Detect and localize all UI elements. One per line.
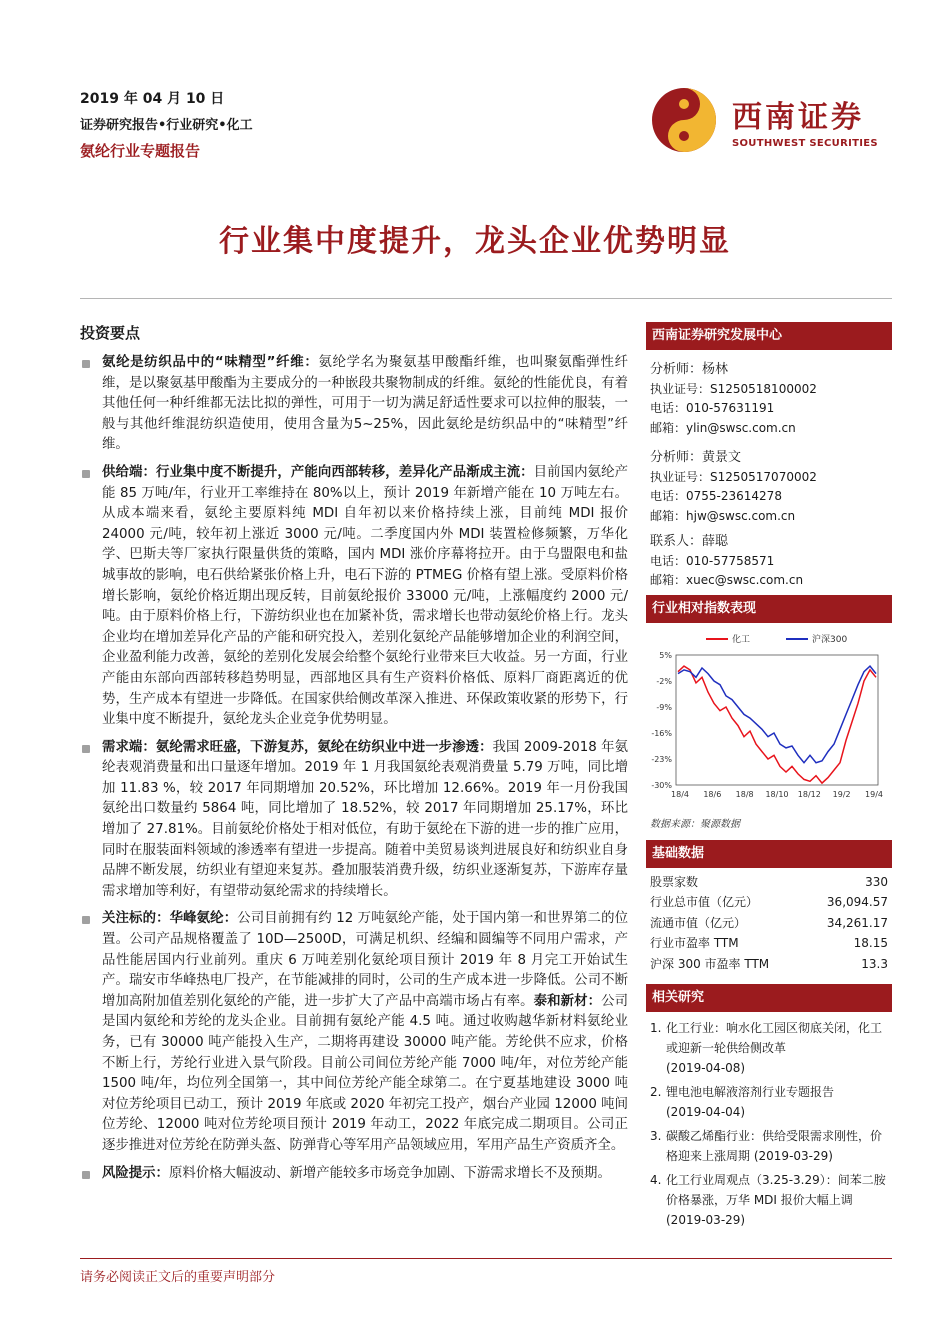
bullet-lead: 需求端：氨纶需求旺盛，下游复苏，氨纶在纺织业中进一步渗透： (102, 739, 493, 755)
x-tick-label: 19/4 (865, 789, 883, 799)
bullet-lead: 供给端：行业集中度不断提升，产能向西部转移，差异化产品渐成主流： (102, 464, 534, 480)
analyst-email[interactable]: 邮箱：ylin@swsc.com.cn (650, 420, 796, 435)
report-date: 2019 年 04 月 10 日 (80, 91, 225, 107)
item-number: 2. (650, 1085, 662, 1099)
row-value: 18.15 (853, 936, 888, 950)
item-title: 碳酸乙烯酯行业：供给受限需求刚性，价格迎来上涨周期 (666, 1129, 883, 1163)
x-tick-label: 18/8 (735, 789, 754, 799)
list-item[interactable] (650, 1018, 892, 1078)
item-title: 化工行业周观点（3.25-3.29）：间苯二胺价格暴涨，万华 MDI 报价大幅上调 (666, 1173, 886, 1207)
analyst-list (646, 360, 892, 591)
bullet-lead: 风险提示： (102, 1165, 169, 1181)
contact-name: 联系人：薛聪 (650, 534, 729, 549)
footer-disclaimer: 请务必阅读正文后的重要声明部分 (80, 1270, 276, 1285)
index-chart (646, 623, 892, 813)
investment-highlights (80, 322, 628, 1191)
row-label: 行业市盈率 TTM (650, 936, 739, 950)
item-title: 化工行业：响水化工园区彻底关闭，化工或迎新一轮供给侧改革 (666, 1021, 883, 1055)
series-line-1 (678, 666, 876, 763)
y-tick-label: -2% (656, 676, 672, 686)
bullet-item (80, 909, 628, 1156)
page-title: 行业集中度提升，龙头企业优势明显 (219, 224, 731, 259)
analyst-name: 分析师：黄景文 (650, 450, 742, 465)
series-line-0 (678, 666, 876, 783)
bullet-lead: 关注标的：华峰氨纶： (102, 911, 238, 927)
list-item[interactable] (650, 1126, 892, 1166)
table-row (646, 954, 892, 975)
analyst-cert: 执业证号：S1250518100002 (650, 381, 817, 396)
item-date: (2019-04-08) (666, 1061, 746, 1075)
contact-email[interactable]: 邮箱：xuec@swsc.com.cn (650, 573, 804, 587)
y-tick-label: -9% (656, 702, 672, 712)
bullet-item (80, 1164, 628, 1185)
table-row (646, 892, 892, 913)
bullet-lead: 氨纶是纺织品中的“味精型”纤维： (102, 355, 319, 370)
analyst-card (650, 360, 892, 438)
sidebar (646, 322, 892, 1234)
chart-frame (676, 655, 878, 785)
row-value: 36,094.57 (826, 895, 888, 909)
basic-data-header: 基础数据 (646, 840, 892, 868)
table-row (646, 933, 892, 954)
bullet-body: 氨纶学名为聚氨基甲酸酯纤维，也叫聚氨酯弹性纤维，是以聚氨基甲酸酯为主要成分的一种嵌段共聚物制成的纤维。氨纶的性能优良，有着其他任何一种纤维都无法比拟的弹性，可用于一切为满足舒适性要求可以拉伸的服装，一般与其他纤维混纺织造使用，使用含量为5~25%，因此氨纶是纺织品中的“味精型”纤维。 (102, 355, 629, 453)
index-chart-header: 行业相对指数表现 (646, 595, 892, 623)
item-number: 4. (650, 1173, 662, 1187)
title-divider (80, 298, 892, 299)
contact-phone: 电话：010-57758571 (650, 553, 775, 568)
analyst-cert: 执业证号：S1250517070002 (650, 469, 817, 484)
item-number: 1. (650, 1021, 662, 1035)
x-tick-label: 18/12 (797, 789, 821, 799)
bullet-square-icon (82, 360, 90, 368)
row-label: 股票家数 (650, 874, 699, 889)
bullet-item (80, 738, 628, 903)
x-tick-label: 18/10 (765, 789, 789, 799)
bullet-square-icon (82, 470, 90, 478)
bullet-body-2: 公司是国内氨纶和芳纶的龙头企业。目前拥有氨纶产能 4.5 吨。通过收购越华新材料氨纶业务，已有 30000 吨产能投入生产，二期将再建设 30000 吨产能。芳纶供不应求，价格不断上行，芳纶行业进入景气阶段。目前公司间位芳纶产能 7000 吨/年，对位芳纶产能 1500 吨/年，均位列全国第一，其中间位芳纶产能全球第二。在宁夏基地建设 3000 吨对位芳纶项目已动工，预计 2019 年底或 2020 年初完工投产，烟台产业园 12000 吨间位芳纶、12000 吨对位芳纶项目预计 2019 年动工，2022 年底完成二期项目。公司正逐步推进对位芳纶在防弹头盔、防弹背心等军用产品领域应用，军用产品生产资质齐全。 (102, 993, 629, 1153)
related-research-header: 相关研究 (646, 984, 892, 1012)
row-value: 330 (865, 874, 888, 889)
contact-card (650, 532, 892, 591)
x-tick-label: 18/6 (703, 789, 722, 799)
list-item[interactable] (650, 1082, 892, 1122)
x-tick-label: 19/2 (832, 789, 851, 799)
y-tick-label: -16% (651, 728, 672, 738)
research-center-header: 西南证券研究发展中心 (646, 322, 892, 350)
logo-cn-text: 西南证券 (732, 100, 864, 135)
item-date: (2019-03-29) (666, 1213, 746, 1227)
footer-divider (80, 1258, 892, 1259)
company-logo (650, 86, 880, 158)
row-label: 行业总市值（亿元） (650, 895, 759, 909)
item-date: (2019-03-29) (753, 1149, 833, 1163)
item-number: 3. (650, 1129, 662, 1143)
bullet-item (80, 463, 628, 731)
y-tick-label: -23% (651, 754, 672, 764)
bullet-item (80, 353, 628, 456)
y-tick-label: 5% (659, 650, 672, 660)
row-value: 34,261.17 (826, 915, 888, 930)
row-label: 流通市值（亿元） (650, 915, 747, 930)
bullet-square-icon (82, 745, 90, 753)
bullet-body: 我国 2009-2018 年氨纶表观消费量和出口量逐年增加。2019 年 1 月我国氨纶表观消费量 5.79 万吨，同比增加 11.83 %，较 2017 年同期增加 20.52%，环比增加 12.66%。2019 年一月份我国氨纶出口数量约 5864 吨，同比增加了 18.52%，较 2017 年同期增加 25.17%，环比增加了 27.81%。目前氨纶价格处于相对低位，有助于氨纶在下游的进一步的推广应用，同时在服装面料领域的渗透率有望进一步提高。随着中美贸易谈判进展良好和纺织业自身品牌不断发展，纺织业有望迎来复苏。叠加服装消费升级，纺织业逐渐复苏，下游库存量需求增加等利好，有望带动氨纶需求的持续增长。 (102, 739, 628, 899)
bullet-square-icon (82, 916, 90, 924)
row-value: 13.3 (861, 956, 888, 971)
related-research-list (646, 1012, 892, 1230)
list-item[interactable] (650, 1170, 892, 1230)
item-date: (2019-04-04) (666, 1105, 746, 1119)
analyst-name: 分析师：杨林 (650, 362, 729, 377)
basic-data-table (646, 872, 892, 975)
bullet-lead-2: 泰和新材： (533, 993, 602, 1009)
bullet-body: 目前国内氨纶产能 85 万吨/年，行业开工率维持在 80%以上，预计 2019 年新增产能在 10 万吨左右。从成本端来看，氨纶主要原料纯 MDI 自年初以来价格持续上涨，目前纯 MDI 报价 24000 元/吨，较年初上涨近 3000 元/吨。二季度国内外 MDI 装置检修频繁，万华化学、巴斯夫等厂家执行限量供货的策略，国内 MDI 涨价序幕将拉开。由于乌盟限电和盐城事故的影响，电石供给紧张价格上升，电石下游的 PTMEG 价格有望上涨。受原料价格增长影响，氨纶价格近期出现反转，目前氨纶报价 33000 元/吨，上涨幅度约 2000 元/吨。由于原料价格上行，下游纺织业也在加紧补货，需求增长也带动氨纶价格上行。龙头企业均在增加差异化产品的产能和研究投入，差别化氨纶产品能够增加企业的利润空间，企业盈利能力改善，氨纶的差别化发展会给整个氨纶行业带来巨大收益。另一方面，行业产能由东部向西部转移趋势明显，西部地区具有生产资料价格低、原料厂商距离近的优势，生产成本有望进一步降低。在国家供给侧改革深入推进、环保政策收紧的形势下，行业集中度不断提升，氨纶龙头企业竞争优势明显。 (102, 464, 629, 728)
report-type: 证券研究报告•行业研究•化工 (80, 118, 253, 133)
logo-mark-icon (650, 86, 718, 154)
index-chart-svg (646, 623, 892, 813)
bullet-body: 公司目前拥有约 12 万吨氨纶产能，处于国内第一和世界第二的位置。公司产品规格覆盖了 10D—2500D，可满足机织、经编和圆编等不同用户需求，产品性能居国内行业前列。重庆 6 万吨差别化氨纶项目预计 2019 年 8 月完工开始试生产。瑞安市华峰热电厂投产，在节能减排的同时，公司的生产成本进一步降低。公司不断增加高附加值差别化氨纶的产能，进一步扩大了产品中高端市场占有率。 (102, 911, 628, 1009)
report-topic: 氨纶行业专题报告 (80, 142, 201, 160)
analyst-email[interactable]: 邮箱：hjw@swsc.com.cn (650, 508, 796, 523)
analyst-card (650, 448, 892, 526)
legend-label: 化工 (732, 634, 751, 645)
analyst-phone: 电话：0755-23614278 (650, 489, 782, 503)
bullet-square-icon (82, 1171, 90, 1179)
legend-label: 沪深300 (812, 634, 848, 645)
investment-section-title: 投资要点 (80, 324, 141, 342)
table-row (646, 913, 892, 934)
bullet-body: 原料价格大幅波动、新增产能较多市场竞争加剧、下游需求增长不及预期。 (168, 1165, 611, 1181)
table-row (646, 872, 892, 893)
analyst-phone: 电话：010-57631191 (650, 401, 775, 415)
x-tick-label: 18/4 (671, 789, 689, 799)
logo-en-text: SOUTHWEST SECURITIES (732, 138, 878, 149)
y-tick-label: -30% (651, 780, 672, 790)
item-title: 锂电池电解液溶剂行业专题报告 (666, 1085, 835, 1099)
row-label: 沪深 300 市盈率 TTM (650, 956, 770, 971)
chart-source: 数据来源：聚源数据 (650, 818, 740, 830)
